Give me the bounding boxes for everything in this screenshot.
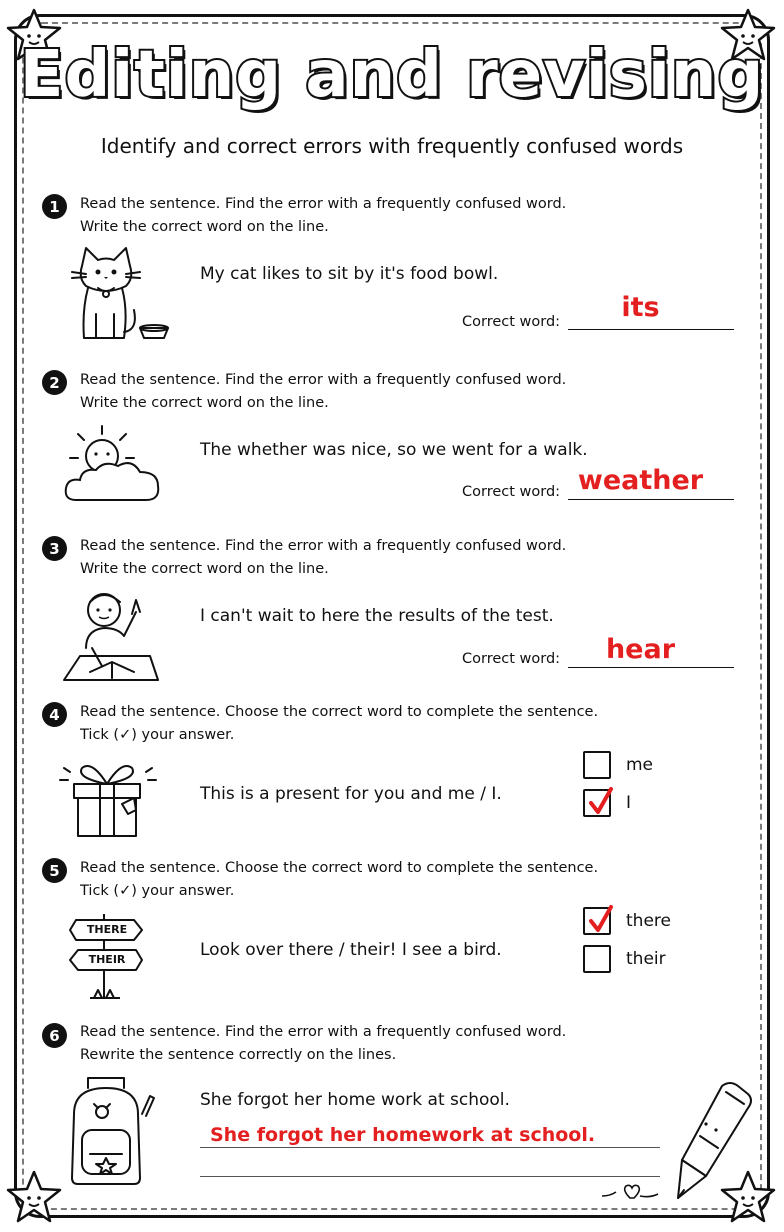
question-number: 5 — [42, 858, 67, 883]
answer-text[interactable]: hear — [605, 634, 676, 665]
question-sentence: My cat likes to sit by it's food bowl. — [200, 264, 499, 284]
sun-cloud-icon — [62, 420, 166, 506]
instruction-line2: Write the correct word on the line. — [80, 561, 329, 577]
signpost-icon — [66, 912, 146, 1004]
answer-text[interactable]: She forgot her homework at school. — [210, 1124, 596, 1146]
option-label: there — [626, 911, 671, 931]
backpack-icon — [62, 1074, 158, 1188]
instruction-line2: Tick (✓) your answer. — [80, 883, 235, 899]
instruction-line1: Read the sentence. Find the error with a frequently confused word. — [80, 372, 567, 388]
question-number: 4 — [42, 702, 67, 727]
answer-line — [568, 667, 734, 668]
correct-word-label: Correct word: — [462, 484, 561, 500]
option-label: their — [626, 949, 666, 969]
answer-text[interactable]: weather — [577, 465, 704, 496]
answer-line — [200, 1176, 660, 1177]
instruction-line2: Write the correct word on the line. — [80, 219, 329, 235]
instruction-line1: Read the sentence. Find the error with a frequently confused word. — [80, 196, 567, 212]
instruction-line1: Read the sentence. Choose the correct word to complete the sentence. — [80, 704, 599, 720]
option-label: I — [626, 793, 632, 813]
option-checkbox[interactable] — [583, 751, 611, 779]
star-icon — [4, 1168, 64, 1228]
question-number: 2 — [42, 370, 67, 395]
answer-line — [568, 329, 734, 330]
question-sentence: This is a present for you and me / I. — [200, 784, 502, 804]
pencil-icon — [664, 1080, 760, 1204]
instruction-line2: Tick (✓) your answer. — [80, 727, 235, 743]
answer-line — [568, 499, 734, 500]
instruction-line1: Read the sentence. Find the error with a frequently confused word. — [80, 538, 567, 554]
question-number: 6 — [42, 1023, 67, 1048]
answer-line — [200, 1147, 660, 1148]
question-sentence: The whether was nice, so we went for a walk. — [200, 440, 588, 460]
checkmark-icon — [585, 785, 615, 819]
instruction-line2: Write the correct word on the line. — [80, 395, 329, 411]
cat-icon — [68, 244, 172, 344]
worksheet-subtitle: Identify and correct errors with frequently confused words — [100, 134, 684, 158]
instruction-line2: Rewrite the sentence correctly on the lines. — [80, 1047, 397, 1063]
sign-label-bottom: THEIR — [88, 953, 126, 966]
option-checkbox[interactable] — [583, 907, 611, 935]
sign-label-top: THERE — [86, 923, 128, 936]
correct-word-label: Correct word: — [462, 651, 561, 667]
instruction-line1: Read the sentence. Find the error with a frequently confused word. — [80, 1024, 567, 1040]
gift-icon — [58, 754, 158, 838]
question-sentence: She forgot her home work at school. — [200, 1090, 510, 1110]
checkmark-icon — [585, 903, 615, 937]
option-label: me — [626, 755, 654, 775]
question-number: 1 — [42, 194, 67, 219]
instruction-line1: Read the sentence. Choose the correct word to complete the sentence. — [80, 860, 599, 876]
option-checkbox[interactable] — [583, 945, 611, 973]
correct-word-label: Correct word: — [462, 314, 561, 330]
answer-text[interactable]: its — [621, 292, 660, 323]
question-number: 3 — [42, 536, 67, 561]
heart-icon — [600, 1182, 660, 1202]
worksheet-title: Editing and revising — [19, 38, 765, 112]
student-icon — [62, 588, 162, 684]
question-sentence: I can't wait to here the results of the test. — [200, 606, 554, 626]
option-checkbox[interactable] — [583, 789, 611, 817]
question-sentence: Look over there / their! I see a bird. — [200, 940, 502, 960]
